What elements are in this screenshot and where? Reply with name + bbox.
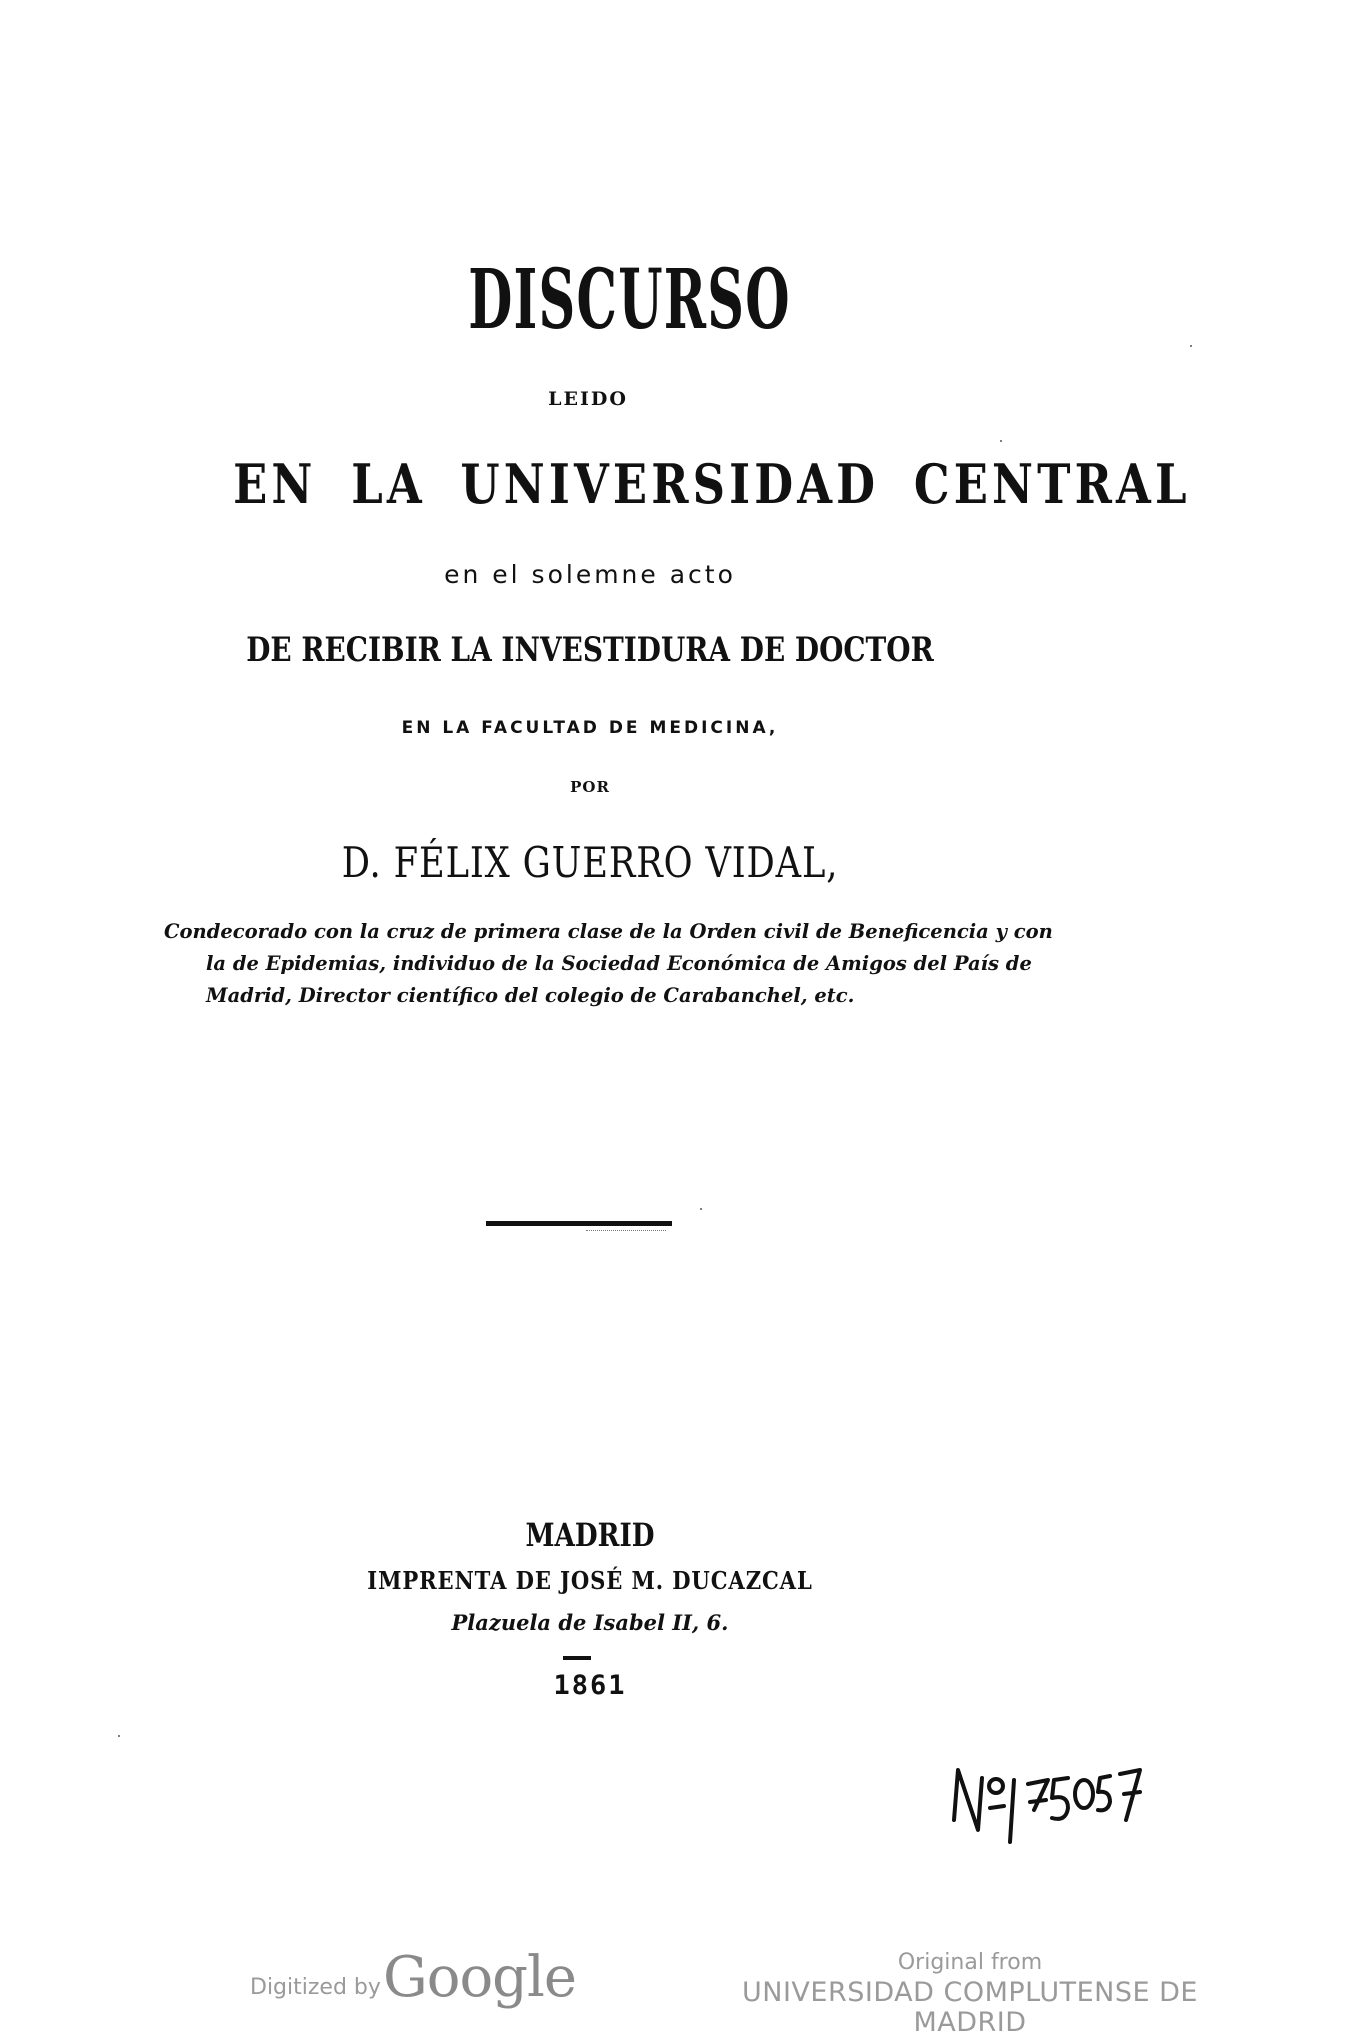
imprint-dash <box>563 1656 591 1660</box>
purpose-heading: DE RECIBIR LA INVESTIDURA DE DOCTOR <box>246 630 934 670</box>
paper-speck <box>700 1208 702 1210</box>
library-name: UNIVERSIDAD COMPLUTENSE DE MADRID <box>742 1977 1198 2038</box>
digitized-by-label: Digitized by <box>250 1975 381 2000</box>
imprint-year: 1861 <box>553 1670 627 1701</box>
handwritten-shelfmark-stamp <box>948 1750 1148 1860</box>
paper-speck <box>1190 345 1192 347</box>
institution-heading: EN LA UNIVERSIDAD CENTRAL <box>233 452 1191 516</box>
source-library <box>700 1948 1240 2038</box>
credentials-line: la de Epidemias, individuo de la Sociedad Económica de Amigos del País de <box>206 952 1032 975</box>
imprint-city: MADRID <box>525 1516 655 1554</box>
by-label: POR <box>570 778 610 796</box>
original-from-label: Original from <box>897 1950 1043 1975</box>
author-credentials <box>164 916 1053 1012</box>
google-logo: Google <box>383 1945 577 2010</box>
divider-rule <box>486 1221 672 1226</box>
occasion-line: en el solemne acto <box>444 560 736 589</box>
leido-label: LEIDO <box>548 388 628 410</box>
divider-dots <box>586 1230 666 1231</box>
imprint-press: IMPRENTA DE JOSÉ M. DUCAZCAL <box>367 1566 813 1595</box>
document-title: DISCURSO <box>468 252 791 348</box>
author-name: D. FÉLIX GUERRO VIDAL, <box>341 838 839 887</box>
credentials-line: Madrid, Director científico del colegio de Carabanchel, etc. <box>206 984 855 1007</box>
imprint-address: Plazuela de Isabel II, 6. <box>451 1610 729 1635</box>
faculty-line: EN LA FACULTAD DE MEDICINA, <box>401 718 779 738</box>
credentials-line: Condecorado con la cruz de primera clase de la Orden civil de Beneficencia y con <box>164 920 1053 943</box>
paper-speck <box>118 1735 120 1737</box>
paper-speck <box>1000 440 1002 442</box>
